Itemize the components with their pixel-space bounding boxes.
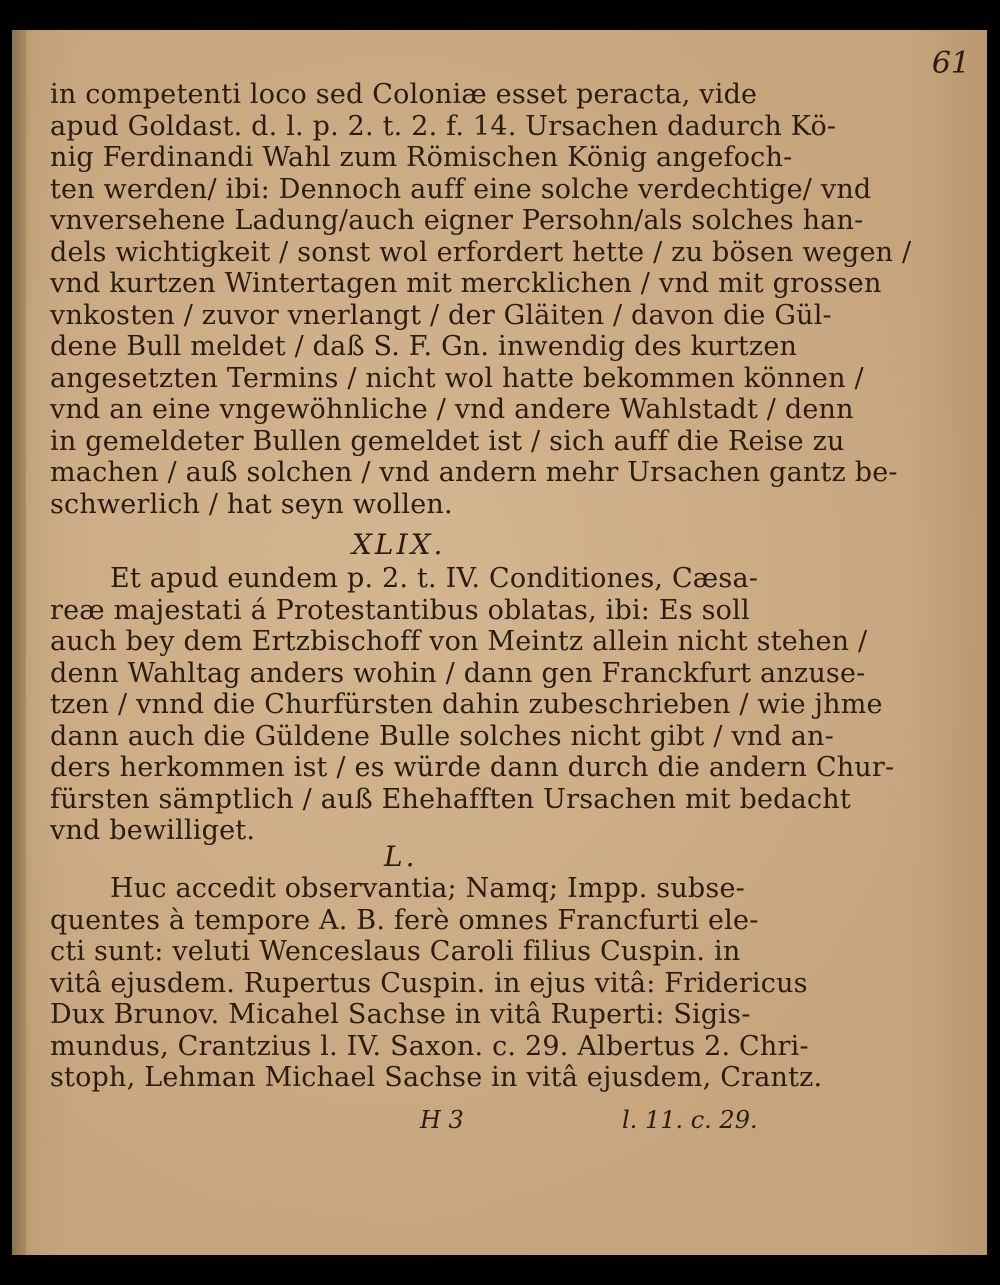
text-line: denn Wahltag anders wohin / dann gen Franckfurt anzuse- (50, 657, 866, 689)
text-line: dann auch die Güldene Bulle solches nicht gibt / vnd an- (50, 720, 834, 752)
text-line: in competenti loco sed Coloniæ esset peracta, vide (50, 79, 758, 110)
text-line: vitâ ejusdem. Rupertus Cuspin. in ejus vitâ: Fridericus (50, 967, 808, 999)
section-heading-49: XLIX. (352, 528, 446, 561)
text-line: angesetzten Termins / nicht wol hatte bekommen können / (50, 362, 864, 394)
text-line: cti sunt: veluti Wenceslaus Caroli filius Cuspin. in (50, 936, 741, 967)
page-number: 61 (931, 46, 970, 81)
text-line: mundus, Crantzius l. IV. Saxon. c. 29. Albertus 2. Chri- (50, 1030, 809, 1062)
text-line: apud Goldast. d. l. p. 2. t. 2. f. 14. Ursachen dadurch Kö- (50, 110, 837, 142)
text-line: vnkosten / zuvor vnerlangt / der Gläiten / davon die Gül- (50, 299, 832, 331)
text-line: in gemeldeter Bullen gemeldet ist / sich auff die Reise zu (50, 425, 845, 457)
text-line: nig Ferdinandi Wahl zum Römischen König angefoch- (50, 142, 793, 173)
text-line: dene Bull meldet / daß S. F. Gn. inwendig des kurtzen (50, 331, 798, 362)
text-line: Et apud eundem p. 2. t. IV. Conditiones, Cæsa- (110, 563, 759, 594)
text-line: Huc accedit observantia; Namq; Impp. subse- (110, 873, 745, 904)
section-heading-50: L. (384, 840, 418, 873)
text-line: ten werden/ ibi: Dennoch auff eine solche verdechtige/ vnd (50, 173, 872, 205)
text-line: auch bey dem Ertzbischoff von Meintz allein nicht stehen / (50, 626, 868, 657)
text-line: fürsten sämptlich / auß Ehehafften Ursachen mit bedacht (50, 783, 851, 815)
text-line: tzen / vnnd die Churfürsten dahin zubeschrieben / wie jhme (50, 689, 883, 720)
text-line: ders herkommen ist / es würde dann durch die andern Chur- (50, 752, 895, 783)
text-line: quentes à tempore A. B. ferè omnes Francfurti ele- (50, 904, 759, 936)
catchword: l. 11. c. 29. (622, 1106, 758, 1134)
text-line: machen / auß solchen / vnd andern mehr Ursachen gantz be- (50, 457, 898, 488)
text-line: vnd bewilliget. (50, 815, 256, 846)
text-line: dels wichtigkeit / sonst wol erfordert hette / zu bösen wegen / (50, 236, 912, 268)
text-line: vnd kurtzen Wintertagen mit mercklichen / vnd mit grossen (50, 268, 882, 299)
text-line: schwerlich / hat seyn wollen. (50, 488, 453, 520)
text-line: stoph, Lehman Michael Sachse in vitâ ejusdem, Crantz. (50, 1062, 823, 1093)
text-line: reæ majestati á Protestantibus oblatas, ibi: Es soll (50, 594, 750, 626)
page-gutter (12, 30, 26, 1255)
text-line: Dux Brunov. Micahel Sachse in vitâ Ruperti: Sigis- (50, 999, 751, 1030)
text-line: vnd an eine vngewöhnliche / vnd andere Wahlstadt / denn (50, 394, 854, 425)
signature-mark: H 3 (420, 1106, 464, 1134)
text-line: vnversehene Ladung/auch eigner Persohn/als solches han- (50, 205, 864, 236)
